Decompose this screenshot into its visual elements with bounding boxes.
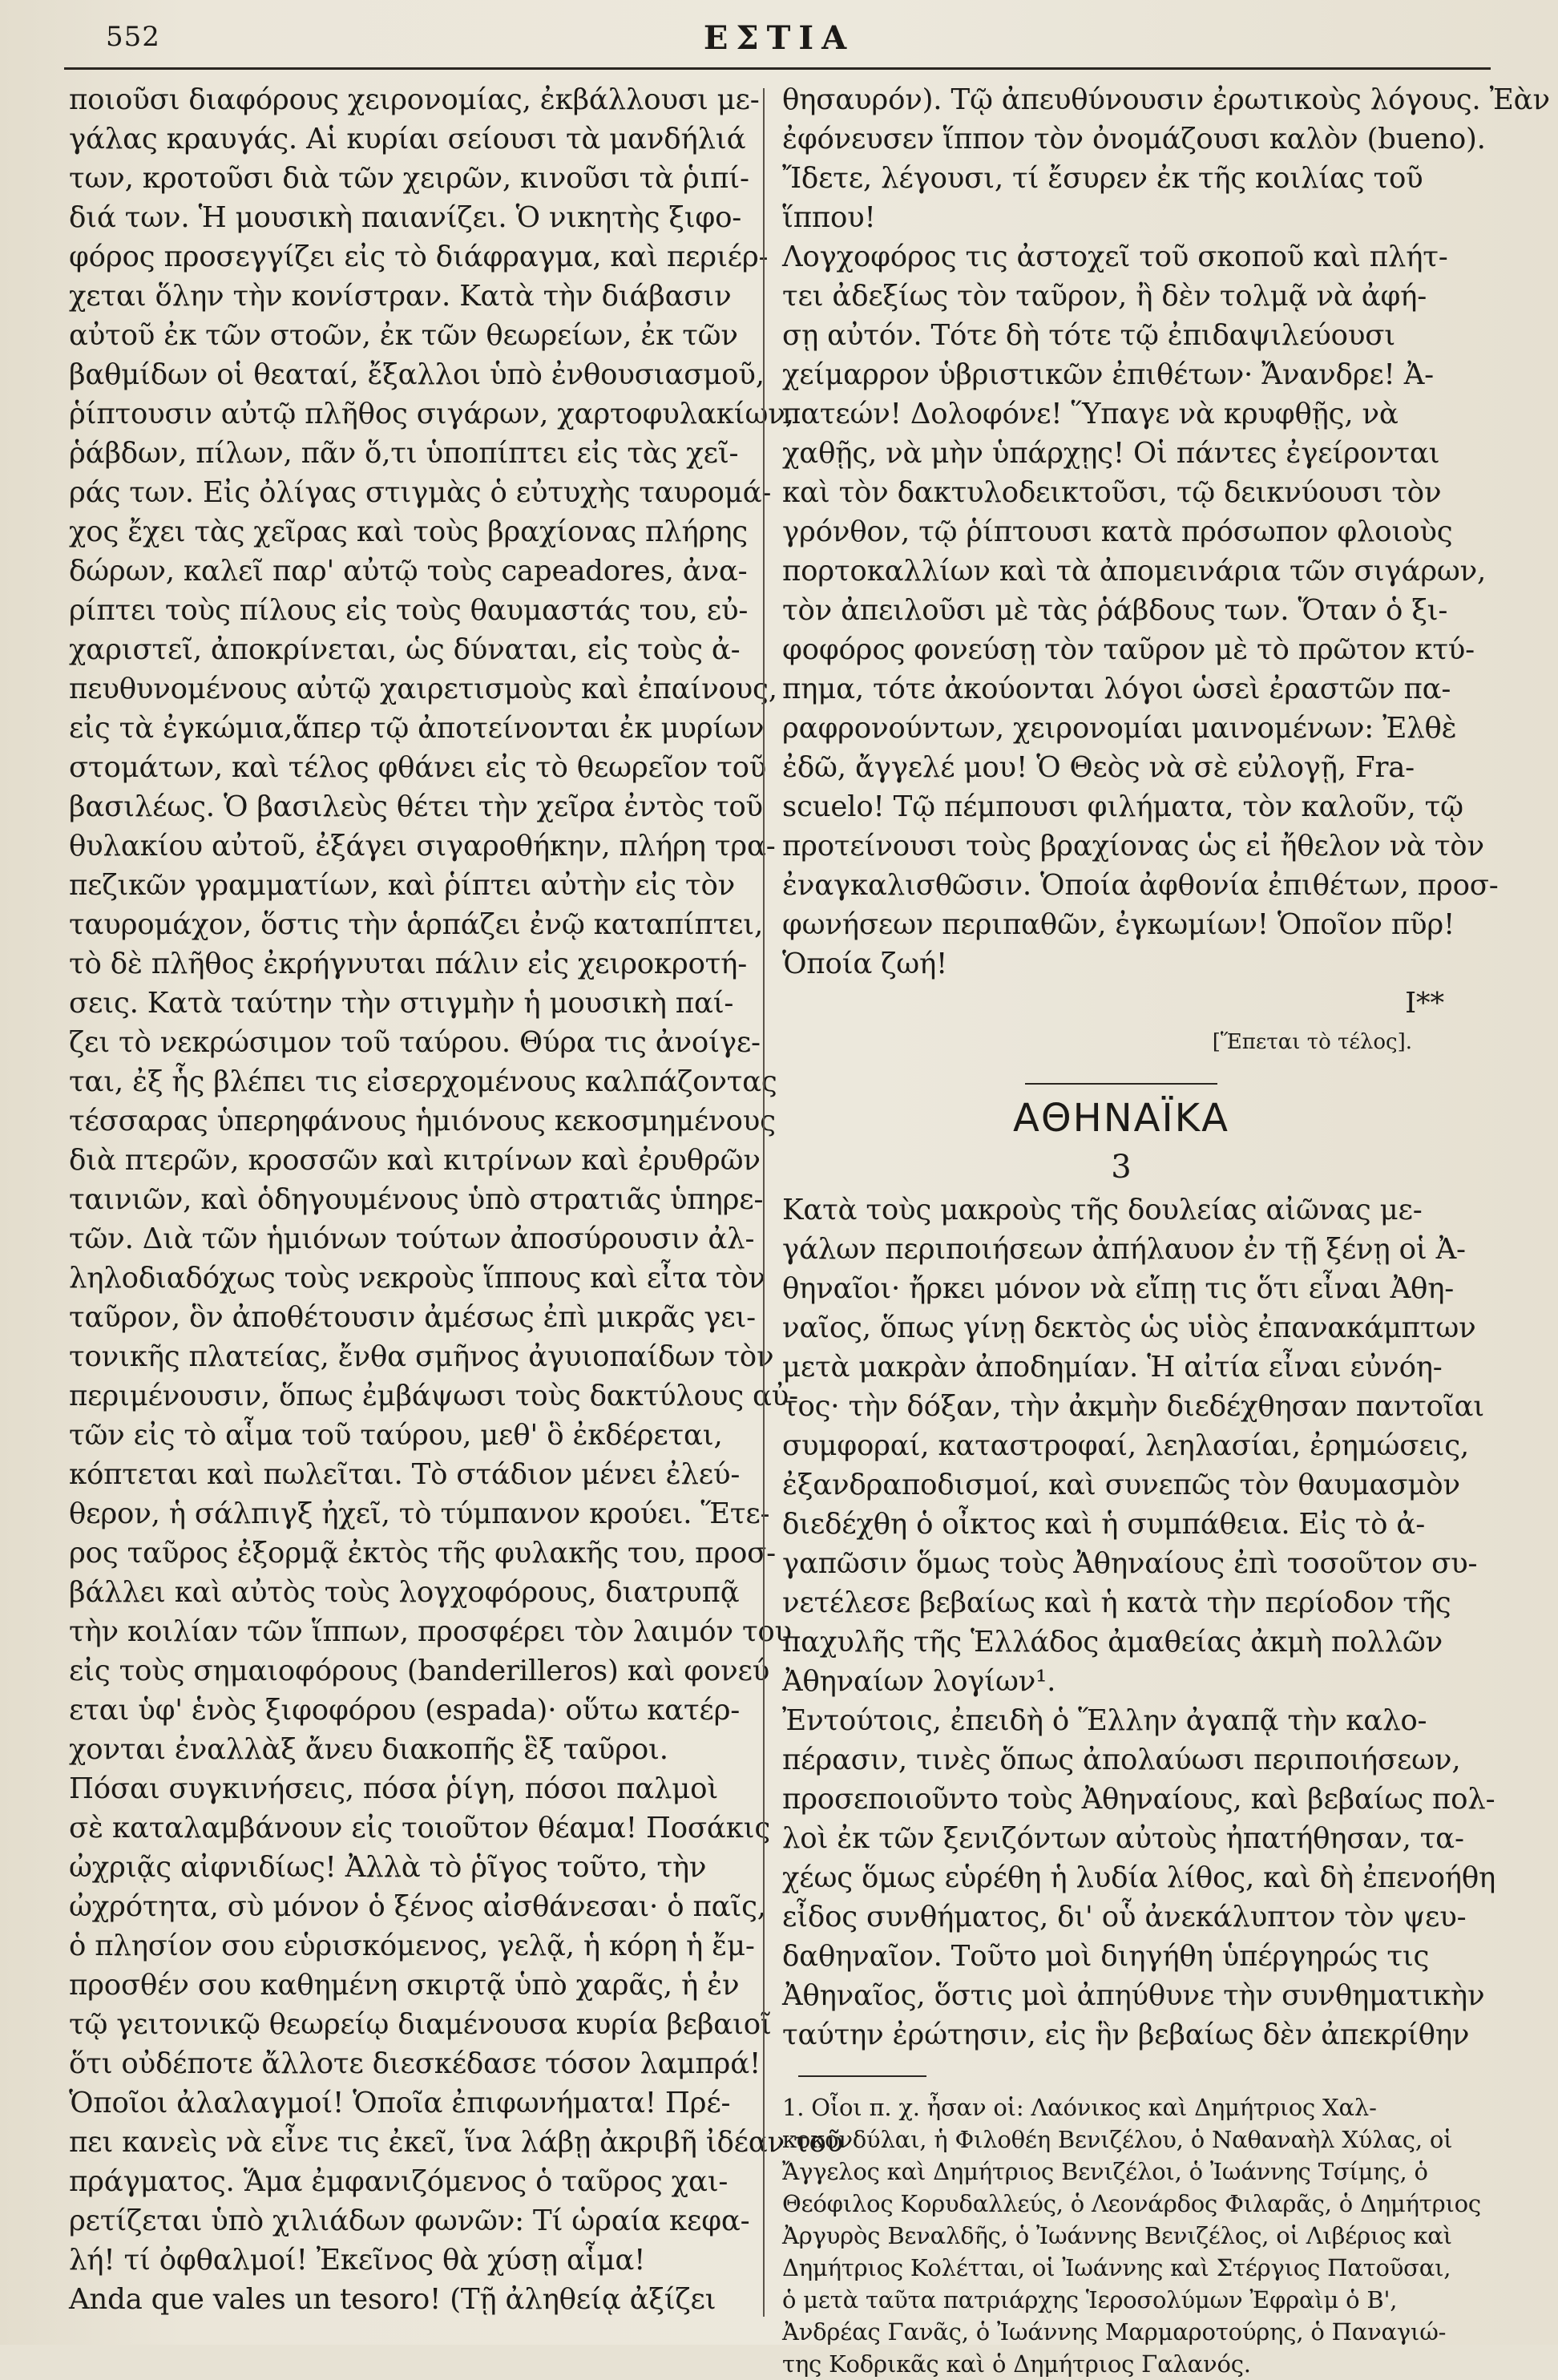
text-line: χονται ἐναλλὰξ ἄνευ διακοπῆς ἓξ ταῦροι. bbox=[69, 1733, 668, 1766]
text-line: χαθῇς, νὰ μὴν ὑπάρχῃς! Οἱ πάντες ἐγείρονται bbox=[782, 437, 1440, 470]
text-line: πεζικῶν γραμματίων, καὶ ῥίπτει αὐτὴν εἰς τὸν bbox=[69, 869, 736, 902]
footnote-line: Ἀνδρέας Γανᾶς, ὁ Ἰωάννης Μαρμαροτούρης, ὁ Παναγιώ- bbox=[782, 2318, 1447, 2346]
text-line: Ὁποία ζωή! bbox=[782, 948, 948, 980]
text-line: τονικῆς πλατείας, ἔνθα σμῆνος ἀγυιοπαίδων τὸν bbox=[69, 1340, 774, 1373]
text-line: πράγματος. Ἅμα ἐμφανιζόμενος ὁ ταῦρος χαι- bbox=[69, 2165, 729, 2198]
text-line: σῃ αὐτόν. Τότε δὴ τότε τῷ ἐπιδαψιλεύουσι bbox=[782, 319, 1395, 352]
text-line: συμφοραί, καταστροφαί, λεηλασίαι, ἐρημώσεις, bbox=[782, 1429, 1470, 1462]
text-line: χος ἔχει τὰς χεῖρας καὶ τοὺς βραχίονας πλήρης bbox=[69, 515, 748, 548]
text-line: χεται ὅλην τὴν κονίστραν. Κατὰ τὴν διάβασιν bbox=[69, 280, 732, 313]
text-line: ληλοδιαδόχως τοὺς νεκροὺς ἵππους καὶ εἶτα τὸν bbox=[69, 1262, 766, 1295]
text-line: προσθέν σου καθημένη σκιρτᾷ ὑπὸ χαρᾶς, ἡ ἐν bbox=[69, 1969, 740, 2002]
footnote-line: 1. Οἷοι π. χ. ἦσαν οἱ: Λαόνικος καὶ Δημήτριος Χαλ- bbox=[782, 2094, 1377, 2121]
text-line: ἐξανδραποδισμοί, καὶ συνεπῶς τὸν θαυμασμὸν bbox=[782, 1469, 1460, 1501]
text-line: ρίπτει τοὺς πίλους εἰς τοὺς θαυμαστάς του, εὐ- bbox=[69, 594, 749, 627]
text-line: ράς των. Εἰς ὀλίγας στιγμὰς ὁ εὐτυχὴς ταυρομά- bbox=[69, 476, 772, 509]
text-line: ταύτην ἐρώτησιν, εἰς ἣν βεβαίως δὲν ἀπεκρίθην bbox=[782, 2018, 1470, 2051]
footnote-line: Ἄγγελος καὶ Δημήτριος Βενιζέλοι, ὁ Ἰωάννης Τσίμης, ὁ bbox=[782, 2158, 1428, 2185]
text-line: στομάτων, καὶ τέλος φθάνει εἰς τὸ θεωρεῖον τοῦ bbox=[69, 751, 767, 784]
text-line: χαριστεῖ, ἀποκρίνεται, ὡς δύναται, εἰς τοὺς ἀ- bbox=[69, 633, 741, 666]
text-line: ὠχριᾷς αἰφνιδίως! Ἀλλὰ τὸ ῥῖγος τοῦτο, τὴν bbox=[69, 1851, 707, 1884]
text-line: ὠχρότητα, σὺ μόνον ὁ ξένος αἰσθάνεσαι· ὁ παῖς, bbox=[69, 1890, 766, 1923]
footnote-line: Δημήτριος Κολέτται, οἱ Ἰωάννης καὶ Στέργιος Πατοῦσαι, bbox=[782, 2254, 1451, 2281]
text-line: θηναῖοι· ἤρκει μόνον νὰ εἴπῃ τις ὅτι εἶναι Ἀθη- bbox=[782, 1272, 1455, 1305]
text-line: καὶ τὸν δακτυλοδεικτοῦσι, τῷ δεικνύουσι τὸν bbox=[782, 476, 1442, 509]
text-line: διεδέχθη ὁ οἶκτος καὶ ἡ συμπάθεια. Εἰς τὸ ἀ- bbox=[782, 1508, 1425, 1541]
section-title: ΑΘΗΝΑΪΚΑ bbox=[1013, 1096, 1229, 1141]
text-line: γάλας κραυγάς. Αἱ κυρίαι σείουσι τὰ μανδήλιά bbox=[69, 123, 746, 156]
text-line: περιμένουσιν, ὅπως ἐμβάψωσι τοὺς δακτύλους αὐ- bbox=[69, 1380, 798, 1412]
section-number: 3 bbox=[1111, 1149, 1132, 1186]
text-line: ταινιῶν, καὶ ὁδηγουμένους ὑπὸ στρατιᾶς ὑπηρε- bbox=[69, 1183, 764, 1216]
continued-note: [Ἕπεται τὸ τέλος]. bbox=[1212, 1030, 1412, 1054]
footnote-line: ὁ μετὰ ταῦτα πατριάρχης Ἱεροσολύμων Ἐφραὶμ ὁ Β', bbox=[782, 2286, 1398, 2313]
text-line: Anda que vales un tesoro! (Τῇ ἀληθείᾳ ἀξίζει bbox=[69, 2283, 716, 2316]
journal-title: ΕΣΤΙΑ bbox=[703, 19, 855, 57]
text-line: ἐδῶ, ἄγγελέ μου! Ὁ Θεὸς νὰ σὲ εὐλογῇ, Fra- bbox=[782, 751, 1415, 784]
footnote-line: της Κοδρικᾶς καὶ ὁ Δημήτριος Γαλανός. bbox=[782, 2350, 1251, 2378]
text-line: ρετίζεται ὑπὸ χιλιάδων φωνῶν: Τί ὡραία κεφα- bbox=[69, 2204, 750, 2237]
text-line: δώρων, καλεῖ παρ' αὐτῷ τοὺς capeadores, ἀνα- bbox=[69, 555, 748, 588]
signature-line bbox=[782, 984, 1460, 1023]
text-line: διά των. Ἡ μουσικὴ παιανίζει. Ὁ νικητὴς ξιφο- bbox=[69, 201, 742, 234]
text-line: βασιλέως. Ὁ βασιλεὺς θέτει τὴν χεῖρα ἐντὸς τοῦ bbox=[69, 790, 763, 823]
text-line: ἐναγκαλισθῶσιν. Ὁποία ἀφθονία ἐπιθέτων, προσ- bbox=[782, 869, 1499, 902]
header-rule bbox=[64, 67, 1491, 70]
text-line: πατεών! Δολοφόνε! Ὕπαγε νὰ κρυφθῇς, νὰ bbox=[782, 398, 1399, 430]
text-line: μετὰ μακρὰν ἀποδημίαν. Ἡ αἰτία εἶναι εὐνόη- bbox=[782, 1351, 1443, 1384]
text-line: ται, ἐξ ἧς βλέπει τις εἰσερχομένους καλπάζοντας bbox=[69, 1065, 777, 1098]
text-line: τὴν κοιλίαν τῶν ἵππων, προσφέρει τὸν λαιμόν του bbox=[69, 1615, 792, 1648]
footnote-line: Θεόφιλος Κορυδαλλεύς, ὁ Λεονάρδος Φιλαρᾶς, ὁ Δημήτριος bbox=[782, 2190, 1481, 2217]
footnote-line: Ἀργυρὸς Βεναλδῆς, ὁ Ἰωάννης Βενιζέλος, οἱ Λιβέριος καὶ bbox=[782, 2222, 1452, 2249]
text-line: τέσσαρας ὑπερηφάνους ἡμιόνους κεκοσμημένους bbox=[69, 1105, 776, 1137]
text-line: εται ὑφ' ἑνὸς ξιφοφόρου (espada)· οὕτω κατέρ- bbox=[69, 1694, 741, 1727]
section-rule bbox=[1025, 1083, 1217, 1085]
text-line: ζει τὸ νεκρώσιμον τοῦ ταύρου. Θύρα τις ἀνοίγε- bbox=[69, 1026, 761, 1059]
text-line: φοφόρος φονεύσῃ τὸν ταῦρον μὲ τὸ πρῶτον κτύ- bbox=[782, 633, 1475, 666]
footnote-line: κοκονδύλαι, ἡ Φιλοθέη Βενιζέλου, ὁ Ναθαναὴλ Χύλας, οἱ bbox=[782, 2126, 1453, 2153]
text-line: πευθυνομένους αὐτῷ χαιρετισμοὺς καὶ ἐπαίνους, bbox=[69, 673, 777, 705]
text-line: πει κανεὶς νὰ εἶνε τις ἐκεῖ, ἵνα λάβῃ ἀκριβῆ ἰδέαν τοῦ bbox=[69, 2126, 844, 2159]
text-line: βαθμίδων οἱ θεαταί, ἔξαλλοι ὑπὸ ἐνθουσιασμοῦ, bbox=[69, 358, 765, 391]
text-line: ταῦρον, ὃν ἀποθέτουσιν ἀμέσως ἐπὶ μικρᾶς γει- bbox=[69, 1301, 756, 1334]
text-line: τὸ δὲ πλῆθος ἐκρήγνυται πάλιν εἰς χειροκροτή- bbox=[69, 948, 748, 980]
text-line: θερον, ἡ σάλπιγξ ἠχεῖ, τὸ τύμπανον κρούει. Ἕτε- bbox=[69, 1497, 770, 1530]
text-line: θυλακίου αὐτοῦ, ἐξάγει σιγαροθήκην, πλήρη τρα- bbox=[69, 830, 776, 863]
text-line: σεις. Κατὰ ταύτην τὴν στιγμὴν ἡ μουσικὴ παί- bbox=[69, 987, 734, 1020]
text-line: πορτοκαλλίων καὶ τὰ ἀπομεινάρια τῶν σιγάρων, bbox=[782, 555, 1487, 588]
text-line: σὲ καταλαμβάνουν εἰς τοιοῦτον θέαμα! Ποσάκις bbox=[69, 1812, 771, 1845]
text-line: λοὶ ἐκ τῶν ξενιζόντων αὐτοὺς ἠπατήθησαν, τα- bbox=[782, 1822, 1464, 1855]
text-line: τῶν. Διὰ τῶν ἡμιόνων τούτων ἀποσύρουσιν ἀλ- bbox=[69, 1222, 755, 1255]
footnote bbox=[782, 2091, 1481, 2380]
text-line: θησαυρόν). Τῷ ἀπευθύνουσιν ἐρωτικοὺς λόγους. Ἐὰν bbox=[782, 83, 1550, 116]
text-line: Ἀθηναῖος, ὅστις μοὶ ἀπηύθυνε τὴν συνθηματικὴν bbox=[782, 1979, 1485, 2012]
text-line: ὅτι οὐδέποτε ἄλλοτε διεσκέδασε τόσον λαμπρά! bbox=[69, 2047, 761, 2080]
text-line: προσεποιοῦντο τοὺς Ἀθηναίους, καὶ βεβαίως πολ- bbox=[782, 1783, 1495, 1816]
text-line: εἰς τοὺς σημαιοφόρους (banderilleros) καὶ φονεύ bbox=[69, 1655, 770, 1687]
text-line: γαπῶσιν ὅμως τοὺς Ἀθηναίους ἐπὶ τοσοῦτον συ- bbox=[782, 1547, 1478, 1580]
text-line: προτείνουσι τοὺς βραχίονας ὡς εἰ ἤθελον νὰ τὸν bbox=[782, 830, 1484, 863]
text-line: αὐτοῦ ἐκ τῶν στοῶν, ἐκ τῶν θεωρείων, ἐκ τῶν bbox=[69, 319, 738, 352]
text-line: τῷ γειτονικῷ θεωρείῳ διαμένουσα κυρία βεβαιοῖ bbox=[69, 2008, 772, 2041]
text-line: scuelo! Τῷ πέμπουσι φιλήματα, τὸν καλοῦν, τῷ bbox=[782, 790, 1463, 823]
left-column bbox=[69, 80, 844, 2319]
text-line: των, κροτοῦσι διὰ τῶν χειρῶν, κινοῦσι τὰ ῥιπί- bbox=[69, 162, 749, 195]
text-line: φωνήσεων περιπαθῶν, ἐγκωμίων! Ὁποῖον πῦρ! bbox=[782, 908, 1455, 941]
text-line: Ὁποῖοι ἀλαλαγμοί! Ὁποῖα ἐπιφωνήματα! Πρέ- bbox=[69, 2087, 731, 2119]
text-line: ρος ταῦρος ἐξορμᾷ ἐκτὸς τῆς φυλακῆς του, προσ- bbox=[69, 1537, 776, 1570]
text-line: γρόνθον, τῷ ῥίπτουσι κατὰ πρόσωπον φλοιοὺς bbox=[782, 515, 1453, 548]
text-line: βάλλει καὶ αὐτὸς τοὺς λογχοφόρους, διατρυπᾷ bbox=[69, 1576, 740, 1609]
text-line: τῶν εἰς τὸ αἷμα τοῦ ταύρου, μεθ' ὃ ἐκδέρεται, bbox=[69, 1419, 723, 1452]
text-line: ῥάβδων, πίλων, πᾶν ὅ,τι ὑποπίπτει εἰς τὰς χεῖ- bbox=[69, 437, 739, 470]
text-line: πέρασιν, τινὲς ὅπως ἀπολαύωσι περιποιήσεων, bbox=[782, 1744, 1461, 1776]
text-line: νετέλεσε βεβαίως καὶ ἡ κατὰ τὴν περίοδον τῆς bbox=[782, 1586, 1451, 1619]
text-line: τος· τὴν δόξαν, τὴν ἀκμὴν διεδέχθησαν παντοῖαι bbox=[782, 1390, 1484, 1423]
text-line: ναῖος, ὅπως γίνῃ δεκτὸς ὡς υἱὸς ἐπανακάμπτων bbox=[782, 1311, 1476, 1344]
text-line: τει ἀδεξίως τὸν ταῦρον, ἢ δὲν τολμᾷ νὰ ἀφή- bbox=[782, 280, 1427, 313]
text-line: ραφρονούντων, χειρονομίαι μαινομένων: Ἐλθὲ bbox=[782, 712, 1457, 745]
text-line: Ἐντούτοις, ἐπειδὴ ὁ Ἕλλην ἀγαπᾷ τὴν καλο- bbox=[782, 1704, 1427, 1737]
text-line: κόπτεται καὶ πωλεῖται. Τὸ στάδιον μένει ἐλεύ- bbox=[69, 1458, 741, 1491]
section-body bbox=[782, 1190, 1496, 2055]
text-line: τὸν ἀπειλοῦσι μὲ τὰς ῥάβδους των. Ὅταν ὁ ξι- bbox=[782, 594, 1448, 627]
text-line: διὰ πτερῶν, κροσσῶν καὶ κιτρίνων καὶ ἐρυθρῶν bbox=[69, 1144, 761, 1177]
page-number: 552 bbox=[106, 21, 160, 53]
text-line: ὁ πλησίον σου εὑρισκόμενος, γελᾷ, ἡ κόρη ἡ ἔμ- bbox=[69, 1929, 755, 1962]
article-ending bbox=[782, 80, 1550, 984]
text-line: Ἀθηναίων λογίων¹. bbox=[782, 1665, 1056, 1698]
text-line: λή! τί ὀφθαλμοί! Ἐκεῖνος θὰ χύσῃ αἷμα! bbox=[69, 2244, 646, 2277]
text-line: παχυλῆς τῆς Ἑλλάδος ἀμαθείας ἀκμὴ πολλῶν bbox=[782, 1626, 1443, 1659]
text-line: Πόσαι συγκινήσεις, πόσα ῥίγη, πόσοι παλμοὶ bbox=[69, 1772, 719, 1805]
text-line: χέως ὅμως εὑρέθη ἡ λυδία λίθος, καὶ δὴ ἐπενοήθη bbox=[782, 1861, 1496, 1894]
text-line: χείμαρρον ὑβριστικῶν ἐπιθέτων· Ἄνανδρε! Ἀ- bbox=[782, 358, 1434, 391]
text-line: ῥίπτουσιν αὐτῷ πλῆθος σιγάρων, χαρτοφυλακίων, bbox=[69, 398, 794, 430]
text-line: Κατὰ τοὺς μακροὺς τῆς δουλείας αἰῶνας με- bbox=[782, 1194, 1423, 1226]
text-line: Λογχοφόρος τις ἀστοχεῖ τοῦ σκοποῦ καὶ πλήτ- bbox=[782, 240, 1448, 273]
text-line: ταυρομάχον, ὅστις τὴν ἁρπάζει ἐνῷ καταπίπτει, bbox=[69, 908, 764, 941]
text-line: Ἴδετε, λέγουσι, τί ἔσυρεν ἐκ τῆς κοιλίας τοῦ bbox=[782, 162, 1423, 195]
text-line: εἶδος συνθήματος, δι' οὗ ἀνεκάλυπτον τὸν ψευ- bbox=[782, 1901, 1467, 1933]
right-column bbox=[782, 80, 1550, 2380]
text-line: δαθηναῖον. Τοῦτο μοὶ διηγήθη ὑπέργηρώς τις bbox=[782, 1940, 1430, 1973]
text-line: ἐφόνευσεν ἵππον τὸν ὀνομάζουσι καλὸν (bueno). bbox=[782, 123, 1486, 156]
footnote-rule bbox=[798, 2075, 926, 2077]
text-line: πημα, τότε ἀκούονται λόγοι ὡσεὶ ἐραστῶν πα- bbox=[782, 673, 1451, 705]
text-line: ἵππου! bbox=[782, 201, 876, 234]
text-line: φόρος προσεγγίζει εἰς τὸ διάφραγμα, καὶ περιέρ- bbox=[69, 240, 769, 273]
text-line: γάλων περιποιήσεων ἀπήλαυον ἐν τῇ ξένῃ οἱ Ἀ- bbox=[782, 1233, 1466, 1266]
text-line: ποιοῦσι διαφόρους χειρονομίας, ἐκβάλλουσι με- bbox=[69, 83, 760, 116]
column-divider bbox=[763, 88, 765, 2317]
text-line: εἰς τὰ ἐγκώμια,ἅπερ τῷ ἀποτείνονται ἐκ μυρίων bbox=[69, 712, 765, 745]
author-signature: Ι** bbox=[1405, 987, 1444, 1020]
